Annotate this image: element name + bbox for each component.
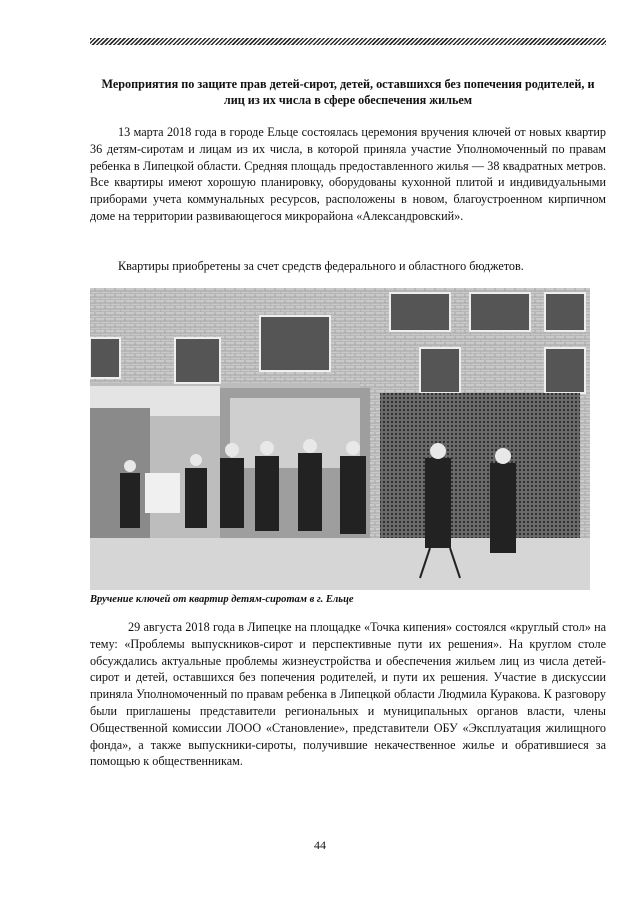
photo-caption: Вручение ключей от квартир детям-сиротам в г. Ельце: [90, 594, 354, 605]
paragraph-round-table: 29 августа 2018 года в Липецке на площадке «Точка кипения» состоялся «круглый стол» на тему: «Проблемы выпускников-сирот и перспективные пути их решения». На круглом столе обсуждались актуальные проблемы жизнеустройства и обеспечения жильем лиц из числа детей-сирот и детей, оставшихся без попечения родителей, и пути их решения. Участие в дискуссии приняла Уполномоченный по правам ребенка в Липецкой области Людмила Куракова. К разговору были приглашены представители региональных и муниципальных органов власти, члены Общественной комиссии ЛООО «Становление», представители ОБУ «Эксплуатация жилищного фонда», а также выпускники-сироты, получившие некачественное жилье и обратившиеся за помощью к общественникам.: [90, 620, 606, 769]
paragraph-funding: Квартиры приобретены за счет средств федерального и областного бюджетов.: [118, 259, 524, 273]
section-heading: Мероприятия по защите прав детей-сирот, детей, оставшихся без попечения родителей, и лиц из их числа в сфере обеспечения жильем: [101, 77, 595, 107]
paragraph-ceremony: 13 марта 2018 года в городе Ельце состоялась церемония вручения ключей от новых квартир 36 детям-сиротам и лицам из их числа, в которой приняла участие Уполномоченный по правам ребенка в Липецкой области. Средняя площадь предоставленного жилья — 38 квадратных метров. Все квартиры имеют хорошую планировку, оборудованы кухонной плитой и индивидуальными приборами учета коммунальных ресурсов, расположены в новом, благоустроенном кирпичном доме на территории развивающегося микрорайона «Александровский».: [90, 125, 606, 223]
header-rule: [90, 38, 606, 45]
page-number: 44: [314, 838, 326, 852]
ceremony-photo: [90, 288, 590, 590]
